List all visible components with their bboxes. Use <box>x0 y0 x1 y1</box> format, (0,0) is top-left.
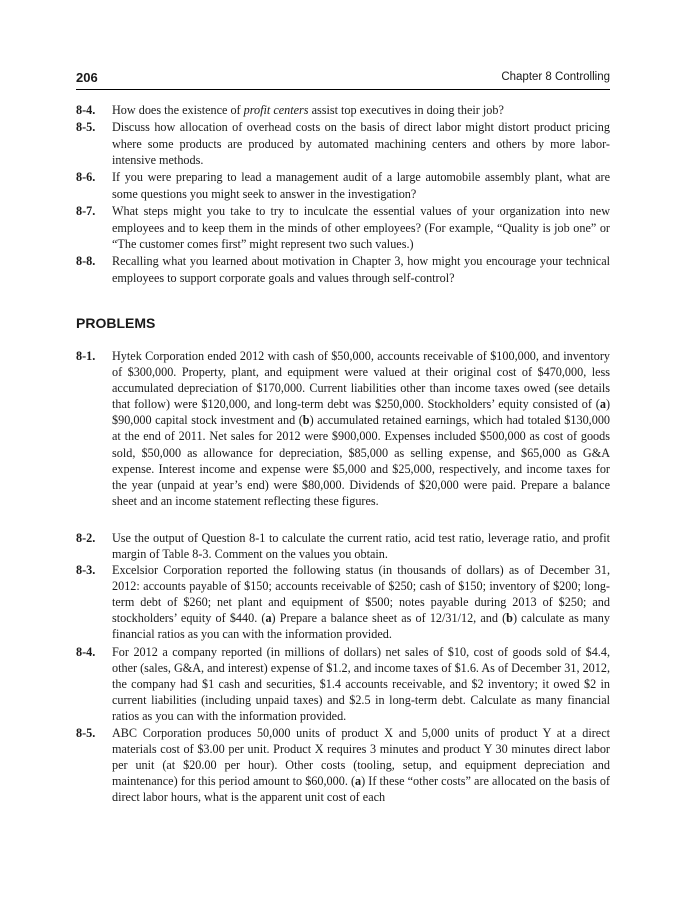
page-number: 206 <box>76 70 98 85</box>
chapter-title: Chapter 8 Controlling <box>501 71 610 83</box>
question-8-8 <box>76 253 610 286</box>
problem-8-3 <box>76 562 610 642</box>
problems-heading: PROBLEMS <box>76 315 156 331</box>
question-text: How does the existence of profit centers assist top executives in doing their job? <box>112 103 504 117</box>
question-number: 8-8. <box>76 254 96 268</box>
question-number: 8-5. <box>76 120 96 134</box>
question-8-7 <box>76 203 610 253</box>
problem-number: 8-3. <box>76 563 96 577</box>
question-text: Recalling what you learned about motivation in Chapter 3, how might you encourage your technical employees to support corporate goals and values through self-control? <box>112 254 610 285</box>
profit-centers-emphasis: profit centers <box>243 103 309 117</box>
problem-text: ABC Corporation produces 50,000 units of product X and 5,000 units of product Y at a direct materials cost of $3.00 per unit. Product X requires 3 minutes and product Y 30 minutes direct labor per unit (at $20.00 per hour). Other costs (tooling, setup, and equipment depreciation and maintenance) for this period amount to $60,000. (a) If these “other costs” are allocated on the basis of direct labor hours, what is the apparent unit cost of each <box>112 726 610 805</box>
question-text: If you were preparing to lead a management audit of a large automobile assembly plant, what are some questions you might seek to answer in the investigation? <box>112 170 610 201</box>
question-text: Discuss how allocation of overhead costs on the basis of direct labor might distort product pricing where some products are produced by automated machining centers and others by more labor-intensive methods. <box>112 120 610 168</box>
problem-8-2 <box>76 530 610 562</box>
question-number: 8-6. <box>76 170 96 184</box>
question-8-6 <box>76 169 610 202</box>
question-8-5 <box>76 119 610 169</box>
problem-text: Use the output of Question 8-1 to calculate the current ratio, acid test ratio, leverage ratio, and profit margin of Table 8-3. Comment on the values you obtain. <box>112 531 610 562</box>
problem-8-1 <box>76 348 610 509</box>
problem-text: Excelsior Corporation reported the following status (in thousands of dollars) as of December 31, 2012: accounts payable of $150; accounts receivable of $250; cash of $150; inventory of $200; long-term debt of $260; net plant and equipment of $500; notes payable during 2013 of $250; and stockholders’ equity of $440. (a) Prepare a balance sheet as of 12/31/12, and (b) calculate as many financial ratios as you can with the information provided. <box>112 563 610 642</box>
header-rule <box>76 89 610 90</box>
problem-text: For 2012 a company reported (in millions of dollars) net sales of $10, cost of goods sold of $4.4, other (sales, G&A, and interest) expense of $1.2, and income taxes of $1.6. As of December 31, 2012, the company had $1 cash and securities, $1.4 accounts receivable, and $2 inventory; it owed $2 in current liabilities (including unpaid taxes) and $2.5 in long-term debt. Calculate as many financial ratios as you can with the information provided. <box>112 645 610 724</box>
problem-number: 8-2. <box>76 531 96 545</box>
question-number: 8-7. <box>76 204 96 218</box>
question-text: What steps might you take to try to inculcate the essential values of your organization into new employees and to keep them in the minds of other employees? (For example, “Quality is job one” or “The customer comes first” might represent two such values.) <box>112 204 610 252</box>
problem-8-4 <box>76 644 610 724</box>
running-header <box>76 70 610 90</box>
problem-number: 8-5. <box>76 726 96 740</box>
problem-number: 8-1. <box>76 349 96 363</box>
question-number: 8-4. <box>76 103 96 117</box>
problem-text: Hytek Corporation ended 2012 with cash of $50,000, accounts receivable of $100,000, and inventory of $300,000. Property, plant, and equipment were valued at their original cost of $470,000, less accumulated depreciation of $170,000. Current liabilities other than income taxes owed (see details that follow) were $120,000, and long-term debt was $250,000. Stockholders’ equity consisted of (a) $90,000 capital stock investment and (b) accumulated retained earnings, which had totaled $130,000 at the end of 2011. Net sales for 2012 were $900,000. Expenses included $500,000 as cost of goods sold, $50,000 as allowance for depreciation, $85,000 as selling expense, and $65,000 as G&A expense. Interest income and expense were $5,000 and $25,000, respectively, and income taxes for the year (unpaid at year’s end) were $80,000. Dividends of $20,000 were paid. Prepare a balance sheet and an income statement reflecting these figures. <box>112 349 611 508</box>
problem-number: 8-4. <box>76 645 96 659</box>
problem-8-5 <box>76 725 610 805</box>
question-8-4 <box>76 102 610 119</box>
